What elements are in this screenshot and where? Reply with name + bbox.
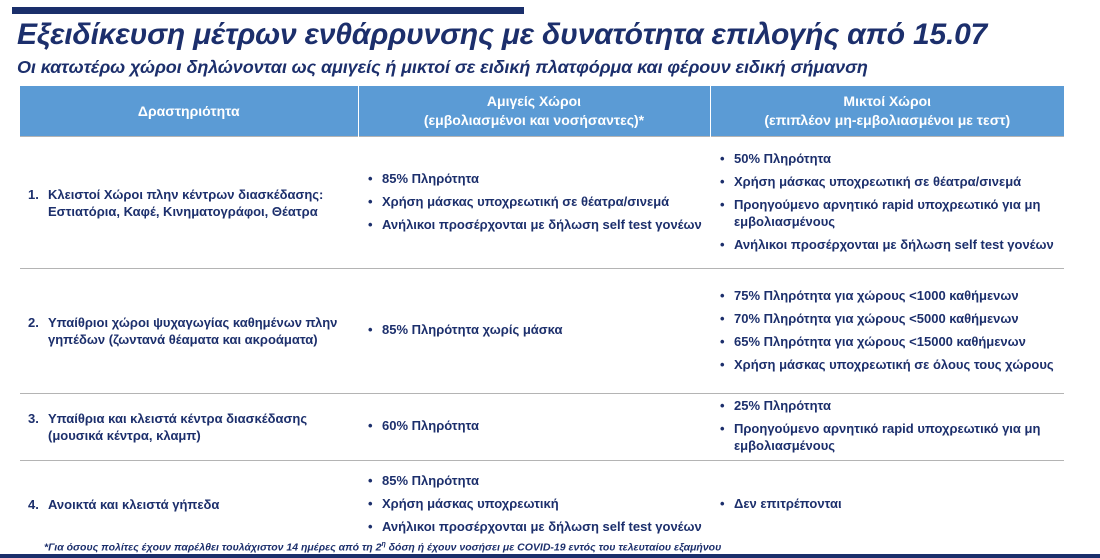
bullet-item: • Δεν επιτρέπονται [720,495,1058,512]
header-mixed [710,86,1064,137]
bullet-item: • Χρήση μάσκας υποχρεωτική σε θέατρα/σινεμά [720,173,1058,190]
pure-bullet-list [358,417,710,434]
mixed-spaces-cell [710,137,1064,269]
bullet-item: • Χρήση μάσκας υποχρεωτική σε θέατρα/σινεμά [368,193,704,210]
bullet-item: • 50% Πληρότητα [720,150,1058,167]
table-row [20,137,1064,269]
header-pure-note: (εμβολιασμένοι και νοσήσαντες)* [423,112,645,128]
header-activity: Δραστηριότητα [20,86,358,137]
activity-text: Κλειστοί Χώροι πλην κέντρων διασκέδασης: Εστιατόρια, Καφέ, Κινηματογράφοι, Θέατρα [48,186,324,219]
activity-text: Υπαίθρια και κλειστά κέντρα διασκέδασης (μουσικά κέντρα, κλαμπ) [48,411,308,443]
header-mixed-title: Μικτοί Χώροι [843,93,932,109]
page-title: Εξειδίκευση μέτρων ενθάρρυνσης με δυνατότητα επιλογής από 15.07 [17,18,988,51]
footnote-superscript: η [381,541,386,548]
bullet-item: • 25% Πληρότητα [720,397,1058,414]
bullet-item: • Χρήση μάσκας υποχρεωτική [368,495,704,512]
row-number: 1. [28,186,39,202]
mixed-spaces-cell [710,394,1064,461]
bullet-item: • 70% Πληρότητα για χώρους <5000 καθήμενων [720,310,1058,327]
pure-spaces-cell [358,394,710,461]
bottom-accent-bar [0,554,1100,558]
bullet-item: • Χρήση μάσκας υποχρεωτική σε όλους τους χώρους [720,356,1058,373]
header-pure-title: Αμιγείς Χώροι [486,93,582,109]
mixed-bullet-list [710,150,1064,253]
bullet-item: • 65% Πληρότητα για χώρους <15000 καθήμενων [720,333,1058,350]
header-mixed-note: (επιπλέον μη-εμβολιασμένοι με τεστ) [764,112,1011,128]
header-pure [358,86,710,137]
bullet-item: • 75% Πληρότητα για χώρους <1000 καθήμενων [720,287,1058,304]
activity-cell [20,394,358,461]
mixed-bullet-list [710,287,1064,373]
pure-spaces-cell [358,137,710,269]
bullet-item: • 85% Πληρότητα χωρίς μάσκα [368,321,704,338]
bullet-item: • Ανήλικοι προσέρχονται με δήλωση self test γονέων [368,518,704,535]
bullet-item: • Προηγούμενο αρνητικό rapid υποχρεωτικό για μη εμβολιασμένους [720,196,1058,230]
table-row [20,269,1064,394]
pure-bullet-list [358,472,710,535]
mixed-spaces-cell [710,461,1064,549]
footnote-text: *Για όσους πολίτες έχουν παρέλθει τουλάχιστον 14 ημέρες από τη 2 [44,541,382,554]
mixed-bullet-list [710,495,1064,512]
table-header-row [20,86,1064,137]
page-subtitle: Οι κατωτέρω χώροι δηλώνονται ως αμιγείς ή μικτοί σε ειδική πλατφόρμα και φέρουν ειδική σήμανση [17,57,868,77]
activity-cell [20,269,358,394]
bullet-item: • 60% Πληρότητα [368,417,704,434]
bullet-item: • 85% Πληρότητα [368,472,704,489]
row-number: 4. [28,497,39,513]
activity-cell [20,461,358,549]
top-accent-bar [12,7,524,14]
bullet-item: • Προηγούμενο αρνητικό rapid υποχρεωτικό για μη εμβολιασμένους [720,420,1058,454]
pure-bullet-list [358,321,710,338]
pure-spaces-cell [358,461,710,549]
activity-cell [20,137,358,269]
row-number: 2. [28,315,39,330]
measures-table [20,86,1064,549]
activity-text: Υπαίθριοι χώροι ψυχαγωγίας καθημένων πλην γηπέδων (ζωντανά θέαματα και ακροάματα) [48,315,338,347]
footnote [44,541,721,554]
row-number: 3. [28,411,39,426]
footnote-text-end: δόση ή έχουν νοσήσει με COVID-19 εντός του τελευταίου εξαμήνου [385,541,722,554]
mixed-spaces-cell [710,269,1064,394]
bullet-item: • Ανήλικοι προσέρχονται με δήλωση self test γονέων [368,216,704,233]
mixed-bullet-list [710,397,1064,454]
pure-bullet-list [358,170,710,233]
table-row [20,461,1064,549]
bullet-item: • 85% Πληρότητα [368,170,704,187]
activity-text: Ανοικτά και κλειστά γήπεδα [48,497,220,513]
pure-spaces-cell [358,269,710,394]
table-row [20,394,1064,461]
bullet-item: • Ανήλικοι προσέρχονται με δήλωση self test γονέων [720,236,1058,253]
